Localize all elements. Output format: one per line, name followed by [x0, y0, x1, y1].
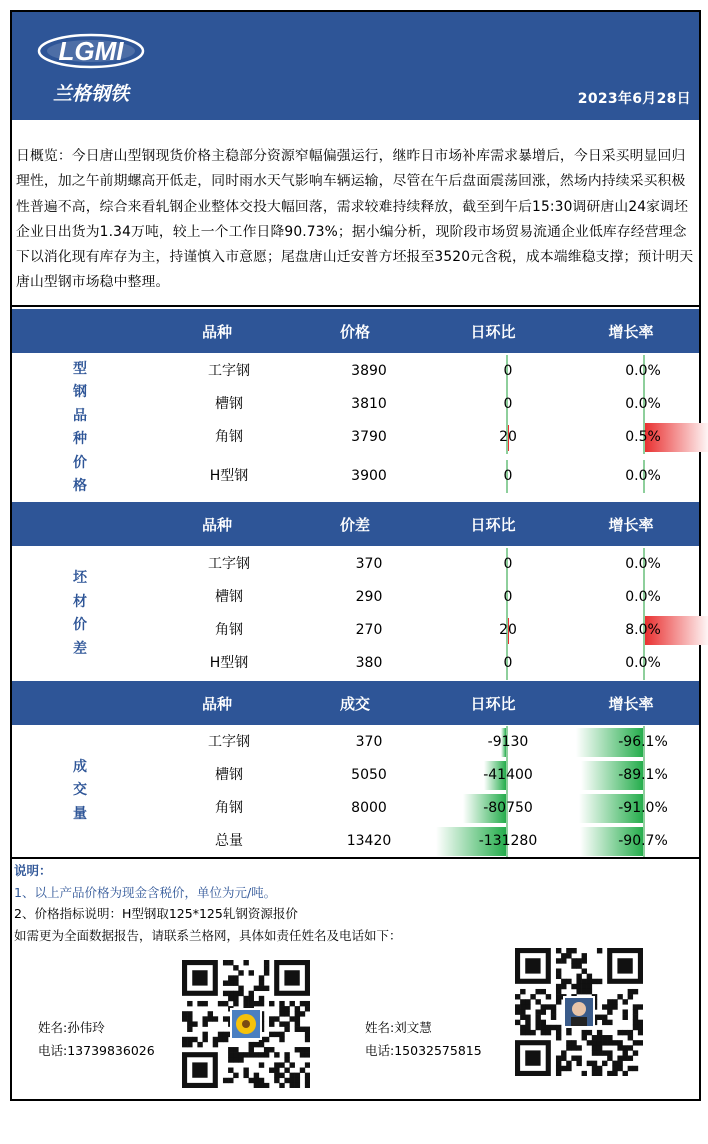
table-row: [12, 460, 699, 493]
contact-name: 姓名:刘文慧: [365, 1020, 432, 1035]
column-header: 品种: [201, 323, 233, 341]
column-header: 成交: [339, 695, 371, 713]
divider: [12, 857, 699, 859]
section-header: [12, 309, 699, 353]
table-row: [12, 614, 699, 647]
day-change: 0: [503, 468, 513, 484]
contact-1: [38, 1016, 155, 1062]
product-value: 8000: [351, 800, 387, 816]
growth-rate: 0.5%: [625, 429, 661, 445]
contact-2: [365, 1016, 482, 1062]
growth-rate: 0.0%: [625, 589, 661, 605]
product-value: 3900: [351, 468, 387, 484]
day-change: 0: [503, 556, 513, 572]
table-row: [12, 388, 699, 421]
product-name: H型钢: [209, 468, 249, 484]
growth-rate: 0.0%: [625, 556, 661, 572]
product-name: 工字钢: [208, 734, 250, 750]
column-header: 增长率: [608, 323, 654, 341]
svg-text:兰格钢铁: 兰格钢铁: [52, 83, 130, 105]
table-row: [12, 647, 699, 680]
product-value: 5050: [351, 767, 387, 783]
column-header: 价差: [339, 516, 371, 534]
day-change: -80750: [483, 800, 533, 816]
product-name: 角钢: [215, 429, 243, 445]
qr-code-icon: [182, 960, 310, 1088]
growth-rate: 0.0%: [625, 363, 661, 379]
section-label-char: 价: [73, 454, 87, 471]
growth-rate: 8.0%: [625, 622, 661, 638]
product-value: 3790: [351, 429, 387, 445]
notes-title: 说明：: [14, 863, 52, 878]
section-label-char: 价: [73, 617, 87, 633]
growth-rate: -89.1%: [618, 767, 668, 783]
column-header: 增长率: [608, 516, 654, 534]
contact-name: 姓名:孙伟玲: [38, 1020, 105, 1035]
report-date: 2023年6月28日: [577, 91, 691, 107]
section-label-char: 坯: [73, 570, 87, 586]
day-change: 0: [503, 589, 513, 605]
report-frame: [10, 10, 701, 1101]
table-row: [12, 726, 699, 759]
product-value: 380: [355, 655, 383, 671]
growth-rate: 0.0%: [625, 396, 661, 412]
column-header: 日环比: [470, 323, 516, 341]
table-row: [12, 792, 699, 825]
report-header: [12, 12, 699, 120]
day-change: -9130: [487, 734, 529, 750]
product-name: 槽钢: [215, 767, 243, 783]
growth-rate: 0.0%: [625, 655, 661, 671]
table-row: [12, 759, 699, 792]
day-change: 0: [503, 655, 513, 671]
product-value: 3810: [351, 396, 387, 412]
column-header: 品种: [201, 516, 233, 534]
table-row: [12, 825, 699, 858]
section-label-char: 型: [73, 360, 87, 377]
product-name: 槽钢: [215, 396, 243, 412]
notes-line-3: 如需更为全面数据报告，请联系兰格网，具体如责任姓名及电话如下：: [14, 927, 402, 943]
contact-phone: 电话:15032575815: [365, 1043, 482, 1058]
growth-rate: -90.7%: [618, 833, 668, 849]
product-value: 290: [355, 589, 383, 605]
notes-block: [14, 860, 694, 946]
section-label-char: 成: [73, 758, 87, 775]
product-name: H型钢: [209, 655, 249, 671]
notes-line-2: 2、价格指标说明：H型钢取125*125轧钢资源报价: [14, 906, 298, 921]
section-label-char: 品: [73, 407, 87, 424]
notes-line-1: 1、以上产品价格为现金含税价，单位为元/吨。: [14, 884, 277, 900]
product-value: 370: [355, 556, 383, 572]
section-label-char: 钢: [73, 384, 87, 400]
qr-code-icon: [515, 948, 643, 1076]
product-value: 370: [355, 734, 383, 750]
table-row: [12, 581, 699, 614]
svg-text:LGMI: LGMI: [58, 36, 124, 66]
product-name: 角钢: [215, 622, 243, 638]
daily-overview: 日概览：今日唐山型钢现货价格主稳部分资源窄幅偏强运行，继昨日市场补库需求暴增后，今日采买明显回归理性，加之午前期螺高开低走，同时雨水天气影响车辆运输，尽管在午后盘面震荡回涨，然场内持续采买积极性普遍不高，综合来看轧钢企业整体交投大幅回落，需求较难持续释放，截至到午后15:30调研唐山24家调坯企业日出货为1.34万吨，较上一个工作日降90.73%；据小编分析，现阶段市场贸易流通企业低库存经营理念下以消化现有库存为主，持谨慎入市意愿；尾盘唐山迁安普方坯报至3520元含税，成本端维稳支撑；预计明天唐山型钢市场稳中整理。: [16, 148, 694, 291]
column-header: 价格: [339, 323, 371, 341]
day-change: 20: [499, 429, 517, 445]
product-value: 270: [355, 622, 383, 638]
product-name: 总量: [215, 833, 243, 849]
section-label-char: 量: [73, 805, 87, 822]
table-row: [12, 421, 699, 454]
product-name: 工字钢: [208, 556, 250, 572]
product-value: 3890: [351, 363, 387, 379]
section-label-char: 差: [73, 640, 87, 657]
section-label-char: 材: [73, 593, 87, 610]
product-name: 槽钢: [215, 589, 243, 605]
product-name: 工字钢: [208, 363, 250, 379]
product-name: 角钢: [215, 800, 243, 816]
lange-logo: [36, 30, 146, 110]
section-label-char: 交: [73, 782, 87, 799]
column-header: 日环比: [470, 516, 516, 534]
growth-rate: -91.0%: [618, 800, 668, 816]
product-value: 13420: [346, 833, 392, 849]
column-header: 品种: [201, 695, 233, 713]
column-header: 日环比: [470, 695, 516, 713]
day-change: 0: [503, 396, 513, 412]
divider: [12, 305, 699, 307]
section-header: [12, 502, 699, 546]
column-header: 增长率: [608, 695, 654, 713]
day-change: -131280: [478, 833, 538, 849]
section-label-char: 种: [73, 431, 87, 447]
section-header: [12, 681, 699, 725]
day-change: -41400: [483, 767, 533, 783]
day-change: 20: [499, 622, 517, 638]
growth-rate: 0.0%: [625, 468, 661, 484]
day-change: 0: [503, 363, 513, 379]
contact-phone: 电话:13739836026: [38, 1043, 155, 1058]
table-row: [12, 355, 699, 388]
section-label-char: 格: [73, 478, 87, 494]
growth-rate: -96.1%: [618, 734, 668, 750]
table-row: [12, 548, 699, 581]
